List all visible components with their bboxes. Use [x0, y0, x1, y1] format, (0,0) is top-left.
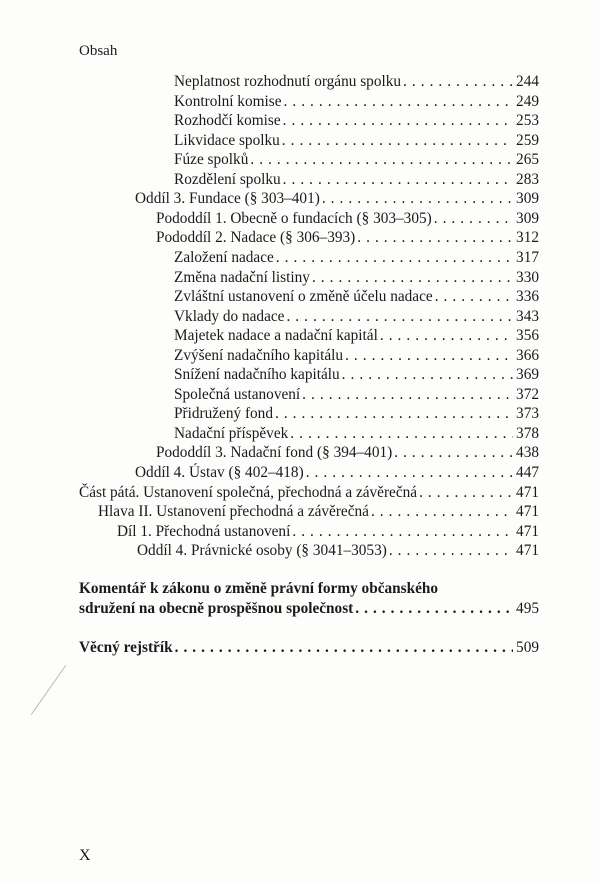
dot-leader: [284, 92, 514, 112]
toc-entry-page: 244: [516, 73, 539, 90]
page-number: X: [79, 847, 91, 864]
dot-leader: [306, 463, 513, 483]
dot-leader: [283, 111, 513, 131]
dot-leader: [434, 209, 513, 229]
toc-entry-page: 495: [516, 600, 539, 617]
toc-entry-page: 447: [516, 464, 539, 481]
toc-entry-page: 471: [516, 503, 539, 521]
toc-entry-title: Fúze spolků: [174, 151, 249, 169]
toc-entry-title: sdružení na obecně prospěšnou společnost: [79, 600, 354, 617]
toc-entry-page: 259: [516, 131, 539, 149]
toc-entry-page: 253: [516, 112, 539, 130]
toc-entry-page: 509: [516, 639, 539, 656]
toc-entry[interactable]: [117, 522, 539, 542]
toc-entry-title: Snížení nadačního kapitálu: [174, 366, 340, 384]
dot-leader: [419, 483, 513, 503]
toc-entry-page: 312: [516, 229, 539, 247]
toc-entry-page: 438: [516, 444, 539, 462]
toc-entry-title: Oddíl 3. Fundace (§ 303–401): [135, 190, 320, 208]
running-header: Obsah: [79, 43, 118, 59]
toc-entry-title: Neplatnost rozhodnutí orgánu spolku: [174, 73, 402, 90]
scan-scratch-mark: [31, 665, 66, 715]
toc-entry-page: 471: [516, 522, 539, 540]
toc-entry[interactable]: [135, 189, 539, 209]
dot-leader: [283, 170, 513, 190]
toc-entry[interactable]: [174, 287, 539, 307]
toc-entry-title: Pododdíl 3. Nadační fond (§ 394–401): [156, 444, 393, 462]
toc-entry-title: Společná ustanovení: [174, 385, 301, 403]
dot-leader: [175, 638, 513, 658]
toc-entry-title: Pododdíl 2. Nadace (§ 306–393): [156, 229, 356, 247]
toc-entry[interactable]: [156, 443, 539, 463]
toc-entry-title: Věcný rejstřík: [79, 639, 173, 656]
dot-leader: [389, 541, 513, 561]
toc-entry-page: 369: [516, 366, 539, 384]
dot-leader: [371, 502, 513, 522]
toc-entry-page: 471: [516, 542, 539, 560]
toc-entry-title: Rozdělení spolku: [174, 170, 281, 188]
toc-entry-page: 309: [516, 190, 539, 208]
toc-entry-title: Část pátá. Ustanovení společná, přechodná a závěrečná: [79, 483, 418, 501]
dot-leader: [345, 346, 513, 366]
toc-entry-page: 336: [516, 288, 539, 306]
toc-entry[interactable]: [156, 228, 539, 248]
toc-entry[interactable]: [174, 170, 539, 190]
toc-entry-title: Oddíl 4. Ústav (§ 402–418): [135, 464, 304, 481]
dot-leader: [276, 248, 513, 268]
toc-entry-page: 249: [516, 92, 539, 110]
toc-entry-commentary-line1: [79, 579, 539, 599]
toc-entry-title: Zvláštní ustanovení o změně účelu nadace: [174, 288, 433, 306]
toc-entry-page: 372: [516, 385, 539, 403]
toc-entry-title: Pododdíl 1. Obecně o fundacích (§ 303–305): [156, 209, 432, 227]
toc-entry[interactable]: [174, 150, 539, 170]
toc-entry[interactable]: [174, 248, 539, 268]
dot-leader: [355, 599, 513, 619]
toc-entry[interactable]: [174, 92, 539, 112]
toc-entry-page: 471: [516, 483, 539, 501]
toc-entry-page: 283: [516, 170, 539, 188]
toc-entry[interactable]: [174, 268, 539, 288]
toc-entry-page: 366: [516, 346, 539, 364]
dot-leader: [312, 268, 513, 288]
toc-entry[interactable]: [174, 307, 539, 327]
toc-entry-page: 343: [516, 307, 539, 325]
toc-entry-title: Komentář k zákonu o změně právní formy občanského: [79, 580, 439, 597]
toc-entry[interactable]: [135, 463, 539, 483]
dot-leader: [290, 424, 513, 444]
toc-entry[interactable]: [174, 72, 539, 92]
dot-leader: [286, 307, 513, 327]
toc-entry-page: 356: [516, 327, 539, 345]
toc-entry[interactable]: [174, 365, 539, 385]
dot-leader: [403, 72, 513, 92]
toc-entry[interactable]: [79, 483, 539, 503]
toc-entry-title: Vklady do nadace: [174, 307, 285, 325]
toc-entry[interactable]: [174, 346, 539, 366]
dot-leader: [380, 326, 513, 346]
toc-entry-page: 373: [516, 405, 539, 423]
toc-entry[interactable]: [174, 385, 539, 405]
dot-leader: [282, 131, 513, 151]
toc-entry[interactable]: [98, 502, 539, 522]
toc-entry[interactable]: [174, 326, 539, 346]
toc-entry-page: 378: [516, 424, 539, 442]
toc-entry-title: Majetek nadace a nadační kapitál: [174, 327, 378, 345]
toc-entry-page: 265: [516, 151, 539, 169]
toc-entry-page: 330: [516, 268, 539, 286]
toc-entry-title: Rozhodčí komise: [174, 112, 281, 130]
toc-entry[interactable]: [137, 541, 539, 561]
dot-leader: [435, 287, 513, 307]
dot-leader: [292, 522, 513, 542]
toc-entry[interactable]: [174, 424, 539, 444]
toc-entry[interactable]: [174, 111, 539, 131]
toc-entry-title: Založení nadace: [174, 248, 274, 266]
toc-entry-title: Nadační příspěvek: [174, 424, 289, 442]
toc-entry[interactable]: [174, 404, 539, 424]
toc-entry-title: Kontrolní komise: [174, 92, 282, 110]
dot-leader: [322, 189, 513, 209]
toc-entry-title: Oddíl 4. Právnické osoby (§ 3041–3053): [137, 542, 387, 560]
toc-entry-index[interactable]: [79, 638, 539, 658]
toc-entry[interactable]: [156, 209, 539, 229]
toc-entry-commentary[interactable]: [79, 599, 539, 619]
toc-entry-page: 317: [516, 248, 539, 266]
dot-leader: [302, 385, 513, 405]
toc-entry-title: Hlava II. Ustanovení přechodná a závěrečná: [98, 503, 369, 521]
toc-entry-title: Zvýšení nadačního kapitálu: [174, 346, 344, 364]
toc-entry-page: 309: [516, 209, 539, 227]
toc-entry-title: Přidružený fond: [174, 405, 273, 423]
toc-entry-title: Změna nadační listiny: [174, 268, 310, 286]
dot-leader: [342, 365, 513, 385]
dot-leader: [275, 404, 513, 424]
toc-entry-title: Díl 1. Přechodná ustanovení: [117, 522, 291, 540]
dot-leader: [250, 150, 513, 170]
dot-leader: [357, 228, 513, 248]
toc-entry-title: Likvidace spolku: [174, 131, 280, 149]
toc-entry[interactable]: [174, 131, 539, 151]
dot-leader: [394, 443, 513, 463]
